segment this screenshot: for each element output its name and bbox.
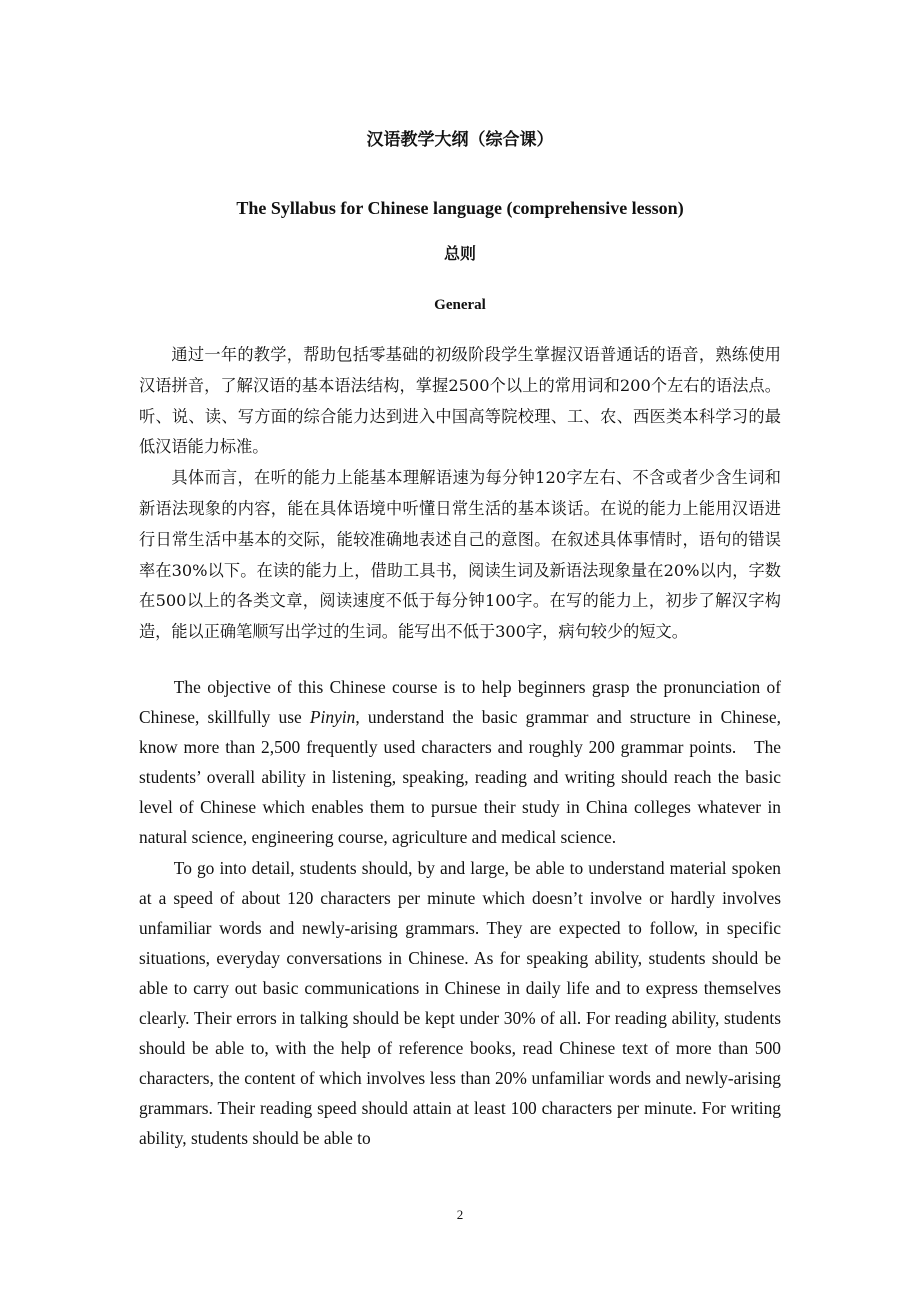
paragraph-cn-details: 具体而言，在听的能力上能基本理解语速为每分钟120字左右、不含或者少含生词和新语法现象的内容，能在具体语境中听懂日常生活的基本谈话。在说的能力上能用汉语进行日常生活中基本的交际，能较准确地表述自己的意图。在叙述具体事情时，语句的错误率在30%以下。在读的能力上，借助工具书，阅读生词及新语法现象量在20%以内，字数在500以上的各类文章，阅读速度不低于每分钟100字。在写的能力上，初步了解汉字构造，能以正确笔顺写出学过的生词。能写出不低于300字，病句较少的短文。 xyxy=(139,468,781,642)
paragraph-cn-objective: 通过一年的教学，帮助包括零基础的初级阶段学生掌握汉语普通话的语音，熟练使用汉语拼音，了解汉语的基本语法结构，掌握2500个以上的常用词和200个左右的语法点。听、说、读、写方面的综合能力达到进入中国高等院校理、工、农、西医类本科学习的最低汉语能力标准。 xyxy=(139,345,781,457)
paragraph-en-objective xyxy=(139,672,781,853)
paragraph-en-objective-part1: The objective of this Chinese course is to help beginners grasp the pronunciation of Chinese, skillfully use xyxy=(139,677,781,728)
section-heading-chinese: 总则 xyxy=(443,244,476,263)
section-heading-english: General xyxy=(434,297,486,313)
document-title-english: The Syllabus for Chinese language (comprehensive lesson) xyxy=(236,198,684,218)
chinese-body xyxy=(139,340,781,648)
pinyin-italic-term: Pinyin xyxy=(309,707,356,728)
page-number: 2 xyxy=(456,1207,464,1222)
english-body xyxy=(139,672,781,1154)
paragraph-en-details: To go into detail, students should, by and large, be able to understand material spoken at a speed of about 120 characters per minute which doesn’t involve or hardly involves unfamiliar words and newly-arising grammars. They are expected to follow, in specific situations, everyday conversations in Chinese. As for speaking ability, students should be able to carry out basic communications in Chinese in daily life and to express themselves clearly. Their errors in talking should be kept under 30% of all. For reading ability, students should be able to, with the help of reference books, read Chinese text of more than 500 characters, the content of which involves less than 20% unfamiliar words and newly-arising grammars. Their reading speed should attain at least 100 characters per minute. For writing ability, students should be able to xyxy=(139,857,781,1149)
paragraph-en-objective-part2: , understand the basic grammar and structure in Chinese, know more than 2,500 frequently used characters and roughly 200 grammar points. The students’ overall ability in listening, speaking, reading and writing should reach the basic level of Chinese which enables them to pursue their study in China colleges whatever in natural science, engineering course, agriculture and medical science. xyxy=(139,707,781,848)
document-title-chinese: 汉语教学大纲（综合课） xyxy=(366,130,554,150)
